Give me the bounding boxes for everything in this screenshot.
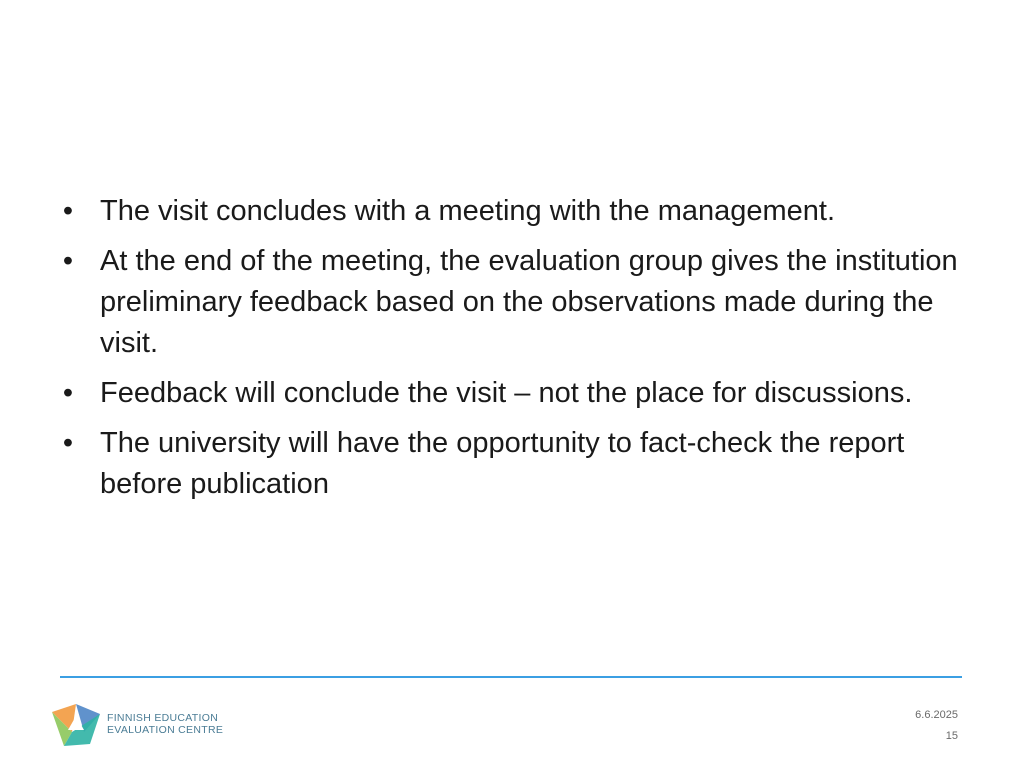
- bullet-item-1: [58, 191, 978, 232]
- bullet-item-3: [58, 373, 978, 414]
- bullet-text: The visit concludes with a meeting with the management.: [100, 195, 836, 227]
- logo-line-2: EVALUATION CENTRE: [107, 724, 224, 736]
- bullet-text: The university will have the opportunity to fact-check the report before publication: [100, 427, 905, 500]
- logo-line-1: FINNISH EDUCATION: [107, 712, 219, 724]
- page-number: 15: [945, 730, 958, 742]
- bullet-text: Feedback will conclude the visit – not the place for discussions.: [100, 377, 913, 409]
- footer-date: 6.6.2025: [915, 709, 958, 721]
- karvi-logo-icon: [50, 702, 102, 748]
- bullet-icon: •: [62, 245, 74, 277]
- bullet-list: [58, 191, 978, 514]
- footer-divider: [60, 676, 962, 678]
- bullet-text: At the end of the meeting, the evaluation group gives the institution preliminary feedback based on the observations made during the visit.: [100, 245, 958, 359]
- bullet-icon: •: [62, 377, 74, 409]
- bullet-item-2: [58, 241, 978, 364]
- logo-text: [107, 712, 223, 736]
- bullet-icon: •: [62, 427, 74, 459]
- bullet-item-4: [58, 423, 978, 505]
- bullet-icon: •: [62, 195, 74, 227]
